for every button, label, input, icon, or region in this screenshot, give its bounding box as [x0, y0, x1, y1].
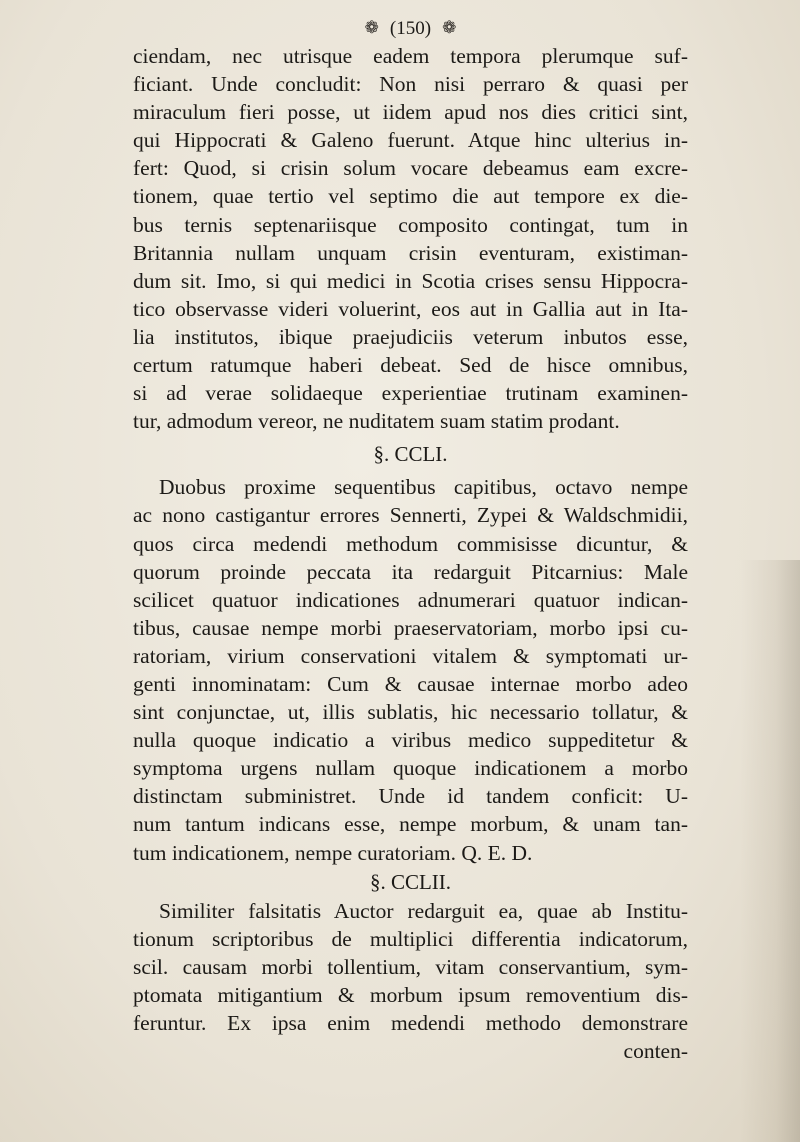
text-line: tico observasse videri voluerint, eos aut in Gallia aut in Ita- [133, 296, 688, 321]
text-line: Britannia nullam unquam crisin eventuram, existiman- [133, 240, 688, 265]
page-edge-stain [740, 560, 800, 1142]
section-heading-251: §. CCLI. [373, 442, 448, 467]
text-line: distinctam subministret. Unde id tandem conficit: U- [133, 784, 688, 809]
text-line: quorum proinde peccata ita redarguit Pitcarnius: Male [133, 559, 688, 584]
text-line: ratoriam, virium conservationi vitalem & symptomati ur- [133, 643, 688, 668]
text-line: feruntur. Ex ipsa enim medendi methodo demonstrare [133, 1011, 688, 1035]
text-line: ciendam, nec utrisque eadem tempora plerumque suf- [133, 44, 688, 68]
section-251-body [133, 473, 688, 866]
text-line: symptoma urgens nullam quoque indicationem a morbo [133, 756, 688, 781]
text-line: scilicet quatuor indicationes adnumerari quatuor indican- [133, 587, 688, 612]
paragraph-continued [133, 42, 688, 435]
section-252-body [133, 897, 688, 1066]
text-line: ac nono castigantur errores Sennerti, Zypei & Waldschmidii, [133, 503, 688, 528]
text-line: sint conjunctae, ut, illis sublatis, hic necessario tollatur, & [133, 700, 688, 725]
text-line: lia institutos, ibique praejudiciis veterum inbutos esse, [133, 324, 688, 349]
text-line: dum sit. Imo, si qui medici in Scotia crises sensu Hippocra- [133, 268, 688, 293]
text-line: tionem, quae tertio vel septimo die aut tempore ex die- [133, 184, 688, 209]
text-line: qui Hippocrati & Galeno fuerunt. Atque hinc ulterius in- [133, 128, 688, 153]
text-line: quos circa medendi methodum commisisse dicuntur, & [133, 531, 688, 556]
text-line: genti innominatam: Cum & causae internae morbo adeo [133, 671, 688, 696]
text-line: ptomata mitigantium & morbum ipsum removentium dis- [133, 982, 688, 1007]
text-line: ficiant. Unde concludit: Non nisi perraro & quasi per [133, 72, 688, 97]
text-line: tionum scriptoribus de multiplici differentia indicatorum, [133, 926, 688, 951]
section-heading-252: §. CCLII. [369, 869, 452, 894]
right-fleuron-icon: ❁ [442, 18, 457, 37]
text-line: tibus, causae nempe morbi praeservatoriam, morbo ipsi cu- [133, 615, 688, 640]
text-line: num tantum indicans esse, nempe morbum, & unam tan- [133, 812, 688, 837]
text-line: nulla quoque indicatio a viribus medico suppeditetur & [133, 728, 688, 753]
text-line: tum indicationem, nempe curatoriam. Q. E. D. [133, 840, 533, 865]
running-header [133, 14, 688, 42]
text-line: Duobus proxime sequentibus capitibus, octavo nempe [159, 475, 688, 500]
text-line: scil. causam morbi tollentium, vitam conservantium, sym- [133, 954, 688, 979]
text-line: si ad verae solidaeque experientiae trutinam examinen- [133, 381, 688, 406]
text-line: Similiter falsitatis Auctor redarguit ea, quae ab Institu- [159, 898, 688, 923]
text-line: miraculum fieri posse, ut iidem apud nos dies critici sint, [133, 100, 688, 125]
left-fleuron-icon: ❁ [364, 18, 379, 37]
text-line: certum ratumque haberi debeat. Sed de hisce omnibus, [133, 353, 688, 378]
catchword: conten- [623, 1039, 688, 1064]
text-block [133, 14, 688, 1065]
text-line: tur, admodum vereor, ne nuditatem suam statim prodant. [133, 409, 620, 434]
page-number: (150) [389, 18, 432, 39]
text-line: bus ternis septenariisque composito contingat, tum in [133, 212, 688, 237]
text-line: fert: Quod, si crisin solum vocare debeamus eam excre- [133, 156, 688, 181]
